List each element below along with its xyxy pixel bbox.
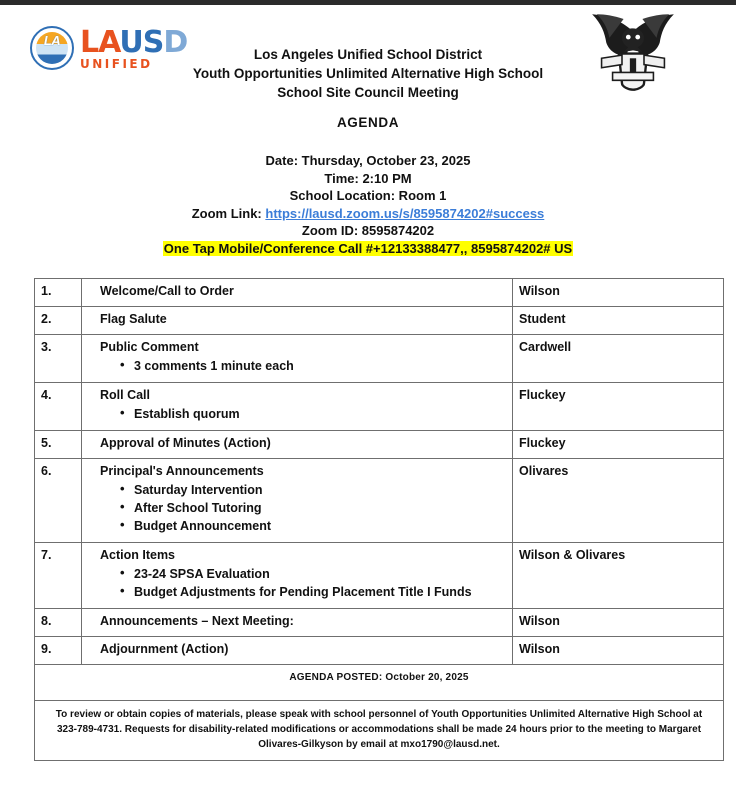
agenda-item-owner: Fluckey bbox=[513, 383, 724, 431]
table-row-notice bbox=[35, 701, 724, 761]
table-row bbox=[35, 543, 724, 609]
title-line-school: Youth Opportunities Unlimited Alternative High School bbox=[192, 66, 544, 81]
title-line-district: Los Angeles Unified School District bbox=[253, 47, 483, 62]
agenda-item-number: 1. bbox=[35, 279, 82, 307]
agenda-item-cell bbox=[82, 383, 513, 431]
agenda-item-title: Action Items bbox=[100, 548, 176, 562]
agenda-item-bullet: • 23-24 SPSA Evaluation bbox=[134, 565, 506, 583]
agenda-item-number: 2. bbox=[35, 307, 82, 335]
table-row bbox=[35, 637, 724, 665]
wordmark-la: LA bbox=[80, 25, 120, 60]
agenda-heading: AGENDA bbox=[336, 115, 400, 130]
agenda-item-owner: Wilson bbox=[513, 609, 724, 637]
agenda-item-title: Adjournment (Action) bbox=[100, 642, 229, 656]
wordmark-us: US bbox=[119, 25, 164, 60]
one-tap-mobile-text: One Tap Mobile/Conference Call #+12133388477,, 8595874202# US bbox=[163, 240, 573, 256]
agenda-item-owner: Fluckey bbox=[513, 431, 724, 459]
title-line-meeting: School Site Council Meeting bbox=[277, 85, 459, 100]
agenda-item-number: 5. bbox=[35, 431, 82, 459]
document-header bbox=[0, 5, 736, 105]
agenda-item-bullets bbox=[88, 481, 506, 535]
agenda-item-owner: Olivares bbox=[513, 459, 724, 543]
document-title-block bbox=[168, 45, 568, 102]
agenda-item-number: 6. bbox=[35, 459, 82, 543]
zoom-link-row bbox=[0, 205, 736, 223]
agenda-item-owner: Wilson bbox=[513, 279, 724, 307]
meeting-location: School Location: Room 1 bbox=[289, 188, 447, 203]
agenda-item-cell bbox=[82, 543, 513, 609]
agenda-item-owner: Wilson & Olivares bbox=[513, 543, 724, 609]
agenda-item-bullets bbox=[88, 565, 506, 601]
agenda-item-owner: Cardwell bbox=[513, 335, 724, 383]
agenda-posted-text: AGENDA POSTED: October 20, 2025 bbox=[35, 665, 724, 701]
agenda-item-number: 9. bbox=[35, 637, 82, 665]
wordmark-subtitle: UNIFIED bbox=[80, 57, 153, 71]
accessibility-notice-text: To review or obtain copies of materials, please speak with school personnel of Youth Opportunities Unlimited Alternative High School at 323-789-4731. Requests for disability-related modifications or accommodations shall be made 24 hours prior to the meeting to Margaret Olivares-Gilkyson by email at mxo1790@lausd.net. bbox=[35, 701, 724, 761]
agenda-item-bullet: • After School Tutoring bbox=[134, 499, 506, 517]
table-row bbox=[35, 383, 724, 431]
table-row bbox=[35, 279, 724, 307]
table-row bbox=[35, 335, 724, 383]
agenda-item-title: Principal's Announcements bbox=[100, 464, 264, 478]
agenda-item-cell bbox=[82, 279, 513, 307]
agenda-table-body bbox=[35, 279, 724, 761]
agenda-item-cell bbox=[82, 609, 513, 637]
table-row bbox=[35, 609, 724, 637]
agenda-item-cell bbox=[82, 637, 513, 665]
agenda-item-bullet: • Establish quorum bbox=[134, 405, 506, 423]
agenda-item-cell bbox=[82, 431, 513, 459]
agenda-item-title: Public Comment bbox=[100, 340, 199, 354]
agenda-table bbox=[34, 278, 724, 761]
agenda-item-number: 4. bbox=[35, 383, 82, 431]
one-tap-mobile-row bbox=[0, 240, 736, 258]
agenda-item-title: Announcements – Next Meeting: bbox=[100, 614, 294, 628]
agenda-item-bullets bbox=[88, 405, 506, 423]
agenda-item-cell bbox=[82, 335, 513, 383]
agenda-item-owner: Wilson bbox=[513, 637, 724, 665]
zoom-id: Zoom ID: 8595874202 bbox=[301, 223, 435, 238]
lausd-seal-label: LA bbox=[43, 33, 61, 48]
zoom-link[interactable]: https://lausd.zoom.us/s/8595874202#success bbox=[265, 205, 545, 221]
wordmark-d: D bbox=[163, 25, 188, 60]
table-row bbox=[35, 431, 724, 459]
agenda-item-owner: Student bbox=[513, 307, 724, 335]
agenda-document bbox=[0, 5, 736, 800]
school-crest-icon bbox=[578, 11, 688, 93]
agenda-item-bullet: • Budget Adjustments for Pending Placement Title I Funds bbox=[134, 583, 506, 601]
agenda-item-number: 3. bbox=[35, 335, 82, 383]
agenda-item-bullets bbox=[88, 357, 506, 375]
agenda-item-cell bbox=[82, 459, 513, 543]
agenda-item-title: Approval of Minutes (Action) bbox=[100, 436, 271, 450]
agenda-item-bullet: • Saturday Intervention bbox=[134, 481, 506, 499]
meeting-date: Date: Thursday, October 23, 2025 bbox=[265, 153, 471, 168]
agenda-item-cell bbox=[82, 307, 513, 335]
agenda-item-title: Roll Call bbox=[100, 388, 151, 402]
meeting-details bbox=[0, 152, 736, 257]
table-row bbox=[35, 459, 724, 543]
agenda-item-bullet: • Budget Announcement bbox=[134, 517, 506, 535]
agenda-item-bullet: • 3 comments 1 minute each bbox=[134, 357, 506, 375]
agenda-item-title: Flag Salute bbox=[100, 312, 167, 326]
meeting-time: Time: 2:10 PM bbox=[324, 170, 412, 186]
table-row-posted bbox=[35, 665, 724, 701]
zoom-link-label: Zoom Link: bbox=[191, 205, 266, 221]
lausd-seal-icon bbox=[30, 26, 74, 70]
agenda-item-number: 7. bbox=[35, 543, 82, 609]
agenda-item-title: Welcome/Call to Order bbox=[100, 284, 234, 298]
table-row bbox=[35, 307, 724, 335]
agenda-item-number: 8. bbox=[35, 609, 82, 637]
